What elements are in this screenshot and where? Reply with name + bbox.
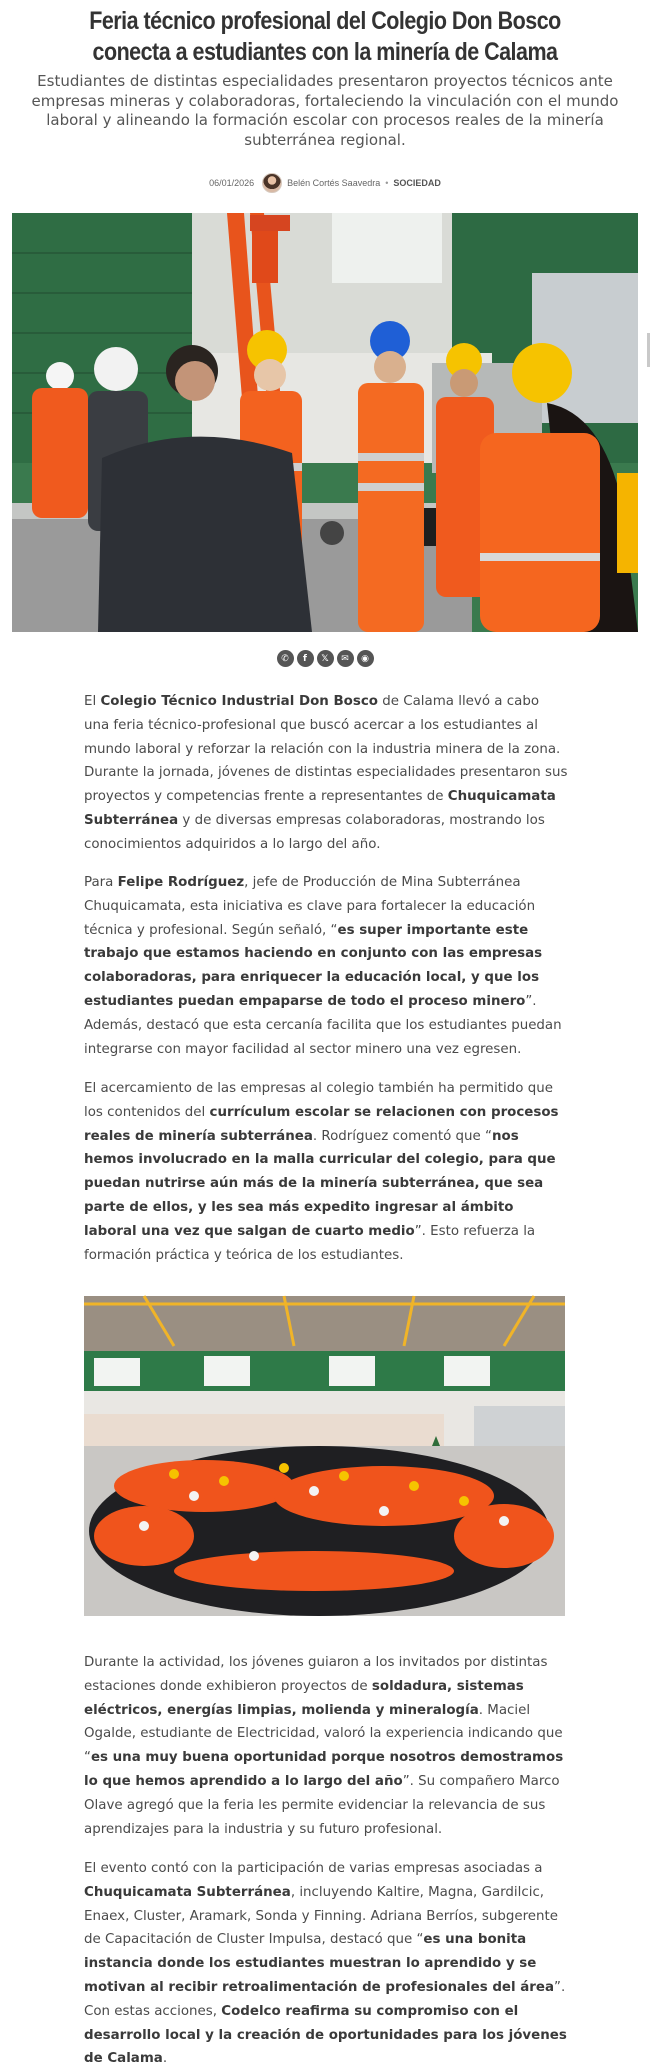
paragraph-2 <box>84 871 568 1061</box>
group-photo-illustration <box>84 1296 565 1616</box>
p4-bold-2: es una muy buena oportunidad porque nosotros demostramos lo que hemos aprendido a lo largo del año <box>84 1750 564 1789</box>
p3-text-3: ”. Esto refuerza la formación práctica y teórica de los estudiantes. <box>84 1223 536 1263</box>
facebook-share-icon[interactable]: f <box>297 650 314 667</box>
p5-text-3: ”. Con estas acciones, <box>84 1979 566 2019</box>
email-share-icon[interactable]: ✉ <box>337 650 354 667</box>
p1-bold-1: Colegio Técnico Industrial Don Bosco <box>100 694 378 709</box>
whatsapp-share-icon[interactable]: ✆ <box>277 650 294 667</box>
byline-separator: • <box>385 178 389 188</box>
p5-text-4: . <box>162 2051 168 2067</box>
x-share-icon[interactable]: 𝕏 <box>317 650 334 667</box>
p4-bold-1: soldadura, sistemas eléctricos, energías limpias, molienda y mineralogía <box>84 1678 524 1718</box>
hero-photo-illustration <box>12 213 638 632</box>
p3-bold-1: currículum escolar se relacionen con procesos reales de minería subterránea <box>84 1104 559 1144</box>
p2-bold-1: Felipe Rodríguez <box>117 875 245 890</box>
p5-bold-2: es una bonita instancia donde los estudiantes muestran lo aprendido y se motivan al recibir retroalimentación de profesionales del área <box>84 1932 555 1995</box>
p2-bold-2: es super importante este trabajo que estamos haciendo en conjunto con las empresas colaboradoras, para enriquecer la educación local, y que los estudiantes puedan empaparse de todo el proceso minero <box>84 922 543 1009</box>
category-link[interactable]: SOCIEDAD <box>393 178 441 188</box>
paragraph-1 <box>84 690 568 857</box>
p5-bold-1: Chuquicamata Subterránea <box>84 1884 291 1900</box>
p1-text-1: El <box>84 694 101 709</box>
p2-text-3: ”. Además, destacó que esta cercanía facilita que los estudiantes puedan integrarse con mayor facilidad al sector minero una vez egresen. <box>84 993 562 1057</box>
p4-text-3: ”. Su compañero Marco Olave agregó que la feria les permite evidenciar la relevancia de sus aprendizajes para la industria y su futuro profesional. <box>84 1773 560 1837</box>
group-photo <box>84 1296 565 1616</box>
p5-bold-3: Codelco reafirma su compromiso con el desarrollo local y la creación de oportunidades para los jóvenes de Calama <box>84 2003 567 2067</box>
p5-text-2: , incluyendo Kaltire, Magna, Gardilcic, Enaex, Cluster, Aramark, Sonda y Finning. Adriana Berríos, subgerente de Capacitación de Cluster Impulsa, destacó que “ <box>84 1884 559 1948</box>
p2-text-2: , jefe de Producción de Mina Subterránea Chuquicamata, esta iniciativa es clave para fortalecer la educación técnica y profesional. Según señaló, “ <box>84 875 536 938</box>
article-title: Feria técnico profesional del Colegio Don Bosco conecta a estudiantes con la minería de Calama <box>89 7 561 66</box>
paragraph-3 <box>84 1077 568 1267</box>
p1-bold-2: Chuquicamata Subterránea <box>84 789 556 828</box>
p2-text-1: Para <box>84 875 118 890</box>
author-name[interactable]: Belén Cortés Saavedra <box>287 178 381 188</box>
article-subtitle: Estudiantes de distintas especialidades presentaron proyectos técnicos ante empresas mineras y colaboradoras, fortaleciendo la vinculación con el mundo laboral y alineando la formación escolar con procesos reales de la minería subterránea regional. <box>31 72 619 149</box>
p1-text-2: de Calama llevó a cabo una feria técnico-profesional que buscó acercar a los estudiantes al mundo laboral y reforzar la relación con la industria minera de la zona. Durante la jornada, jóvenes de distintas especialidades presentaron sus proyectos y competencias frente a representantes de <box>84 694 568 805</box>
author-avatar[interactable] <box>262 173 282 193</box>
p3-bold-2: nos hemos involucrado en la malla curricular del colegio, para que puedan nutrirse aún más de la minería subterránea, que sea parte de ellos, y les sea más expedito ingresar al ámbito laboral una vez que salgan de cuarto medio <box>84 1128 556 1239</box>
byline <box>0 173 650 193</box>
messenger-share-icon[interactable]: ◉ <box>357 650 374 667</box>
publish-date: 06/01/2026 <box>209 178 255 188</box>
p1-text-3: y de diversas empresas colaboradoras, mostrando los conocimientos adquiridos a lo largo del año. <box>84 812 545 852</box>
p5-text-1: El evento contó con la participación de varias empresas asociadas a <box>84 1861 543 1876</box>
p3-text-2: . Rodríguez comentó que “ <box>312 1128 492 1144</box>
share-bar <box>0 650 650 667</box>
paragraph-5 <box>84 1857 568 2071</box>
p3-text-1: El acercamiento de las empresas al colegio también ha permitido que los contenidos del <box>84 1081 553 1120</box>
p4-text-1: Durante la actividad, los jóvenes guiaron a los invitados por distintas estaciones donde exhibieron proyectos de <box>84 1655 548 1694</box>
p4-text-2: . Maciel Ogalde, estudiante de Electricidad, valoró la experiencia indicando que “ <box>84 1702 563 1766</box>
paragraph-4 <box>84 1651 568 1841</box>
hero-photo <box>12 213 638 632</box>
